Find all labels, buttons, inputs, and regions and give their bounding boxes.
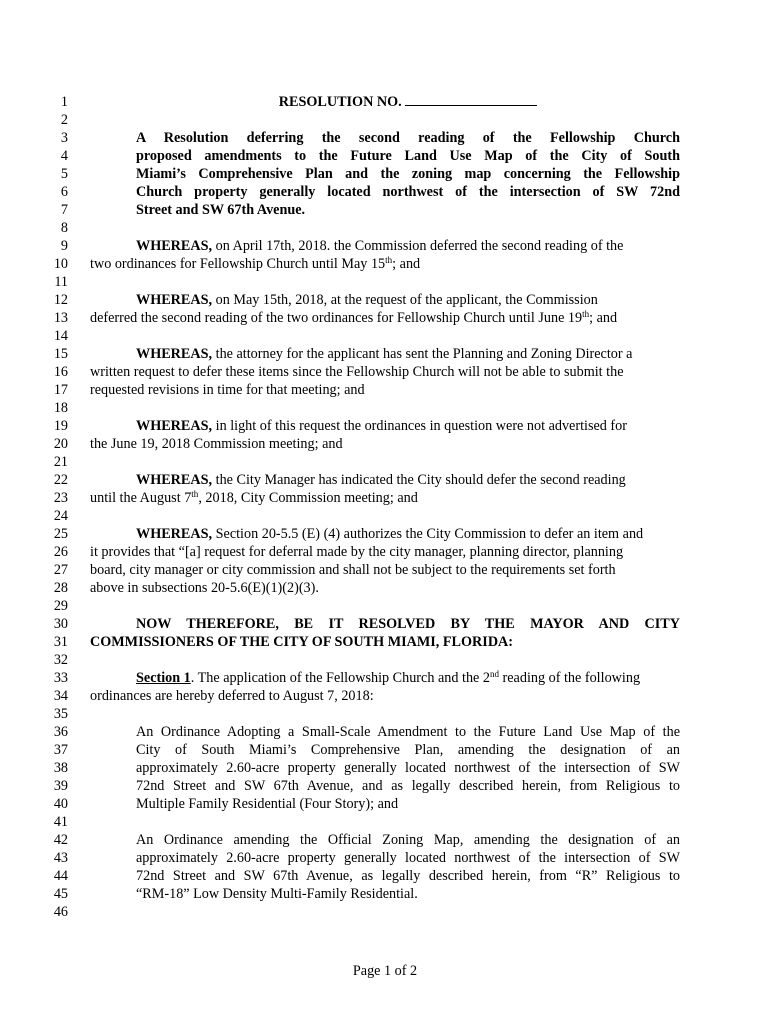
line-number: 26 bbox=[53, 544, 68, 560]
line-number: 8 bbox=[60, 220, 68, 236]
caption-line: Street and SW 67th Avenue. bbox=[136, 202, 306, 218]
line-number: 15 bbox=[53, 346, 68, 362]
text: the attorney for the applicant has sent the Planning and Zoning Director a bbox=[212, 346, 633, 362]
caption-line: A Resolution deferring the second reading of the Fellowship Church bbox=[136, 130, 680, 146]
line-number: 37 bbox=[53, 742, 68, 758]
line-number: 12 bbox=[53, 292, 68, 308]
whereas-5-line-1 bbox=[136, 471, 726, 489]
resolved-clause-line-1: NOW THEREFORE, BE IT RESOLVED BY THE MAYOR AND CITY bbox=[136, 616, 680, 632]
text: until the August 7 bbox=[90, 490, 192, 506]
line-number: 41 bbox=[53, 814, 68, 830]
line-number: 7 bbox=[60, 202, 68, 218]
whereas-label: WHEREAS, bbox=[136, 292, 213, 308]
superscript: th bbox=[582, 309, 590, 319]
line-number: 32 bbox=[53, 652, 68, 668]
section-1-line-1 bbox=[136, 669, 726, 687]
line-number: 10 bbox=[53, 256, 68, 272]
line-number: 6 bbox=[60, 184, 68, 200]
whereas-2-line-1 bbox=[136, 291, 726, 309]
line-number: 27 bbox=[53, 562, 68, 578]
line-number: 9 bbox=[60, 238, 68, 254]
line-number: 19 bbox=[53, 418, 68, 434]
section-1-line-2: ordinances are hereby deferred to August 7, 2018: bbox=[90, 688, 374, 704]
line-number: 22 bbox=[53, 472, 68, 488]
whereas-5-line-2 bbox=[90, 489, 680, 507]
line-number: 33 bbox=[53, 670, 68, 686]
line-number: 30 bbox=[53, 616, 68, 632]
text: the City Manager has indicated the City should defer the second reading bbox=[212, 472, 626, 488]
line-number: 11 bbox=[54, 274, 68, 290]
line-number: 31 bbox=[53, 634, 68, 650]
whereas-3-line-2: written request to defer these items since the Fellowship Church will not be able to submit the bbox=[90, 364, 624, 380]
superscript: th bbox=[191, 489, 199, 499]
whereas-1-line-1 bbox=[136, 237, 726, 255]
line-number: 4 bbox=[60, 148, 68, 164]
ordinance-1-line: City of South Miami’s Comprehensive Plan, amending the designation of an bbox=[136, 742, 680, 758]
whereas-6-line-4: above in subsections 20-5.6(E)(1)(2)(3). bbox=[90, 580, 319, 596]
line-number: 13 bbox=[53, 310, 68, 326]
whereas-4-line-1 bbox=[136, 417, 726, 435]
ordinance-1-line: Multiple Family Residential (Four Story); and bbox=[136, 796, 399, 812]
whereas-label: WHEREAS, bbox=[136, 346, 213, 362]
line-number: 39 bbox=[53, 778, 68, 794]
whereas-4-line-2: the June 19, 2018 Commission meeting; and bbox=[90, 436, 343, 452]
resolution-number-blank bbox=[405, 93, 537, 106]
line-number: 46 bbox=[53, 904, 68, 920]
line-number: 25 bbox=[53, 526, 68, 542]
whereas-label: WHEREAS, bbox=[136, 418, 213, 434]
title-text: RESOLUTION NO. bbox=[278, 94, 402, 110]
line-number: 29 bbox=[53, 598, 68, 614]
resolved-clause-line-2: COMMISSIONERS OF THE CITY OF SOUTH MIAMI, FLORIDA: bbox=[90, 634, 514, 650]
line-number: 38 bbox=[53, 760, 68, 776]
ordinance-1-line: 72nd Street and SW 67th Avenue, and as legally described herein, from Religious to bbox=[136, 778, 680, 794]
whereas-6-line-3: board, city manager or city commission and shall not be subject to the requirements set forth bbox=[90, 562, 616, 578]
ordinance-2-line: 72nd Street and SW 67th Avenue, as legally described herein, from “R” Religious to bbox=[136, 868, 680, 884]
line-number: 45 bbox=[53, 886, 68, 902]
line-number: 42 bbox=[53, 832, 68, 848]
line-number: 24 bbox=[53, 508, 68, 524]
text: deferred the second reading of the two ordinances for Fellowship Church until June 19 bbox=[90, 310, 583, 326]
line-number: 40 bbox=[53, 796, 68, 812]
text: reading of the following bbox=[498, 670, 641, 686]
line-number: 43 bbox=[53, 850, 68, 866]
whereas-label: WHEREAS, bbox=[136, 472, 213, 488]
line-number: 23 bbox=[53, 490, 68, 506]
line-number: 2 bbox=[60, 112, 68, 128]
ordinance-2-line: An Ordinance amending the Official Zoning Map, amending the designation of an bbox=[136, 832, 680, 848]
ordinance-1-line: approximately 2.60-acre property generally located northwest of the intersection of SW bbox=[136, 760, 680, 776]
ordinance-1-line: An Ordinance Adopting a Small-Scale Amendment to the Future Land Use Map of the bbox=[136, 724, 680, 740]
text: in light of this request the ordinances in question were not advertised for bbox=[212, 418, 627, 434]
whereas-label: WHEREAS, bbox=[136, 526, 213, 542]
line-number: 21 bbox=[53, 454, 68, 470]
ordinance-2-line: “RM-18” Low Density Multi-Family Residential. bbox=[136, 886, 418, 902]
whereas-3-line-1 bbox=[136, 345, 726, 363]
line-number: 1 bbox=[60, 94, 68, 110]
superscript: th bbox=[385, 255, 393, 265]
text: on May 15th, 2018, at the request of the applicant, the Commission bbox=[212, 292, 598, 308]
text: ; and bbox=[589, 310, 618, 326]
text: , 2018, City Commission meeting; and bbox=[198, 490, 418, 506]
text: two ordinances for Fellowship Church until May 15 bbox=[90, 256, 386, 272]
whereas-6-line-2: it provides that “[a] request for deferral made by the city manager, planning director, planning bbox=[90, 544, 624, 560]
page-footer: Page 1 of 2 bbox=[352, 963, 418, 979]
text: on April 17th, 2018. the Commission deferred the second reading of the bbox=[212, 238, 624, 254]
text: Section 20-5.5 (E) (4) authorizes the City Commission to defer an item and bbox=[212, 526, 644, 542]
line-number: 18 bbox=[53, 400, 68, 416]
section-1-label: Section 1 bbox=[136, 670, 191, 686]
line-number: 44 bbox=[53, 868, 68, 884]
line-number: 5 bbox=[60, 166, 68, 182]
caption-line: Church property generally located northwest of the intersection of SW 72nd bbox=[136, 184, 680, 200]
line-number: 35 bbox=[53, 706, 68, 722]
line-number: 16 bbox=[53, 364, 68, 380]
whereas-2-line-2 bbox=[90, 309, 680, 327]
line-number: 28 bbox=[53, 580, 68, 596]
ordinance-2-line: approximately 2.60-acre property generally located northwest of the intersection of SW bbox=[136, 850, 680, 866]
line-number: 20 bbox=[53, 436, 68, 452]
text: . The application of the Fellowship Church and the 2 bbox=[190, 670, 490, 686]
whereas-1-line-2 bbox=[90, 255, 680, 273]
text: ; and bbox=[392, 256, 421, 272]
line-number: 14 bbox=[53, 328, 68, 344]
caption-line: proposed amendments to the Future Land Use Map of the City of South bbox=[136, 148, 680, 164]
caption-line: Miami’s Comprehensive Plan and the zoning map concerning the Fellowship bbox=[136, 166, 680, 182]
whereas-3-line-3: requested revisions in time for that meeting; and bbox=[90, 382, 365, 398]
line-number: 36 bbox=[53, 724, 68, 740]
whereas-label: WHEREAS, bbox=[136, 238, 213, 254]
line-number: 3 bbox=[60, 130, 68, 146]
superscript: nd bbox=[489, 669, 499, 679]
resolution-title bbox=[136, 93, 680, 111]
line-number: 17 bbox=[53, 382, 68, 398]
line-number: 34 bbox=[53, 688, 68, 704]
whereas-6-line-1 bbox=[136, 525, 726, 543]
